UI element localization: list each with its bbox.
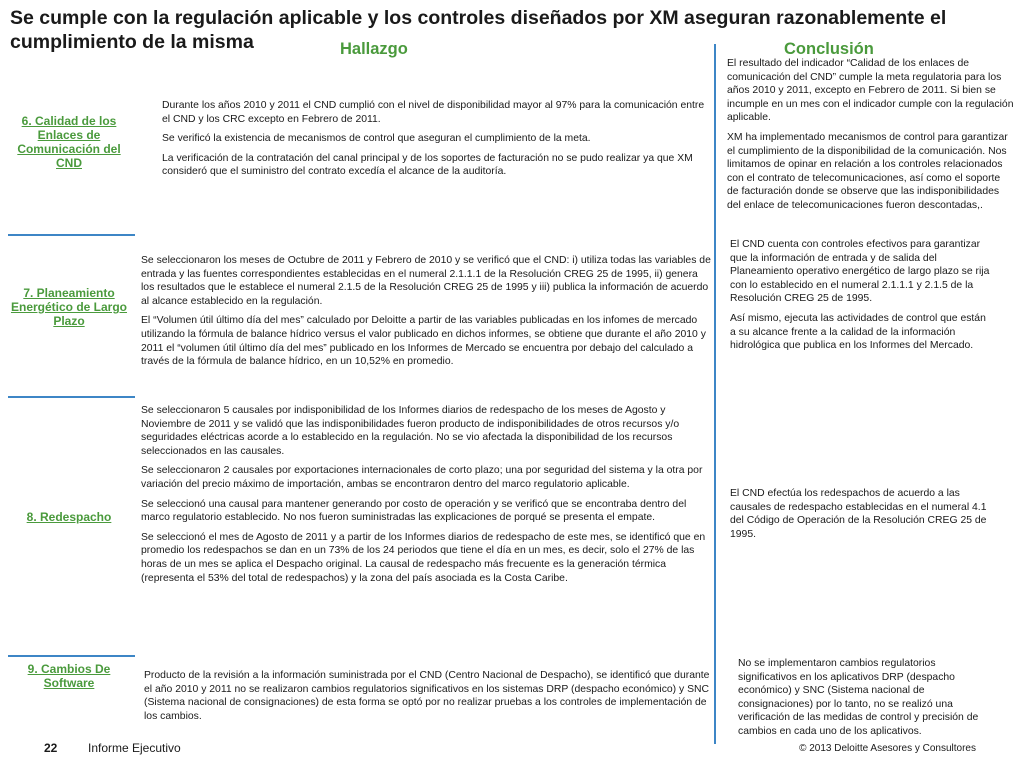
row-label-cambios-software: 9. Cambios De Software [27, 662, 111, 690]
hallazgo-paragraph: Se verificó la existencia de mecanismos de control que aseguran el cumplimiento de la meta. [162, 133, 591, 145]
row-hallazgo-cambios-software [144, 669, 710, 723]
hallazgo-header: Hallazgo [340, 40, 408, 58]
hallazgo-paragraph: Se seleccionó una causal para mantener generando por costo de operación y se verificó que se encontraba dentro del marco regulatorio establecido. No nos fueron suministradas las explicaciones de porqué se presenta el empate. [141, 498, 687, 524]
conclusion-paragraph: XM ha implementado mecanismos de control para garantizar el cumplimiento de la disponibilidad de la comunicación. Nos limitamos de opinar en relación a los controles relacionados con el contrato de telecomunicaciones, así como el soporte de facturación donde se observe que las indisponibilidades del enlace de telecomunicaciones fueron descontadas,. [727, 131, 1008, 211]
row-conclusion-cambios-software [738, 657, 988, 739]
row-divider [8, 234, 135, 236]
hallazgo-paragraph: Se seleccionaron 5 causales por indisponibilidad de los Informes diarios de redespacho de los meses de Agosto y Noviembre de 2011 y se validó que las indisponibilidades fueron producto de indisponibilidades de otros recursos y/o seguridades eléctricas acorde a lo establecido en la regulación. No se vio afectada la disponibilidad de los recursos seleccionados en las causales. [141, 405, 680, 457]
hallazgo-paragraph: Durante los años 2010 y 2011 el CND cumplió con el nivel de disponibilidad mayor al 97% para la comunicación entre el CND y los CRC excepto en Febrero de 2011. [162, 100, 705, 125]
row-hallazgo-calidad-enlaces [162, 99, 710, 179]
row-conclusion-planeamiento [730, 238, 992, 353]
hallazgo-paragraph: La verificación de la contratación del canal principal y de los soportes de facturación no se pudo realizar ya que XM consideró que el suministro del contrato excedía el alcance de la auditoría. [162, 152, 693, 178]
row-conclusion-calidad-enlaces [727, 57, 1014, 213]
conclusion-paragraph: El CND cuenta con controles efectivos para garantizar que la información de entrada y de salida del Planeamiento operativo energético de largo plazo se rija con lo establecido en el numeral 2.1.1.1 y 2.1.5 de la Resolución CREG 25 de 1995. [730, 239, 990, 305]
page-number: 22 [44, 741, 58, 755]
hallazgo-paragraph: El “Volumen útil último día del mes” calculado por Deloitte a partir de las variables publicadas en los infomes de mercado utilizando la fórmula de balance hídrico versus el valor publicado en dichos informes, se obtiene que durante el año 2010 y 2011 el “volumen útil último día del mes” publicado en los Informes de Mercado se encuentra por debajo del calculado a través de la fórmula de balance hídrico, en un 10,52% en promedio. [141, 315, 706, 368]
hallazgo-paragraph: Se seleccionó el mes de Agosto de 2011 y a partir de los Informes diarios de redespacho de este mes, se identificó que en promedio los redespachos se dan en un 73% de los 24 periodos que tiene el día en un mes, es decir, solo el 27% de las horas de un mes se aplica el Despacho original. La causal de redespacho más frecuente es la generación térmica (representa el 53% del total de redespachos) y la zona del país asociada es la Costa Caribe. [141, 531, 706, 584]
row-conclusion-redespacho [730, 487, 992, 541]
hallazgo-paragraph: Producto de la revisión a la información suministrada por el CND (Centro Nacional de Despacho), se identificó que durante el año 2010 y 2011 no se realizaron cambios regulatorios significativos en los sistemas DRP (despacho económico) y SNC (Sistema nacional de consignaciones) de esta forma se optó por no realizar pruebas a los controles de implementación de los cambios. [144, 670, 710, 722]
row-divider [8, 396, 135, 398]
hallazgo-paragraph: Se seleccionaron 2 causales por exportaciones internacionales de corto plazo; una por seguridad del sistema y la otra por variación del precio máximo de importación, ambas se encontraron dentro del marco regulatorio aplicable. [141, 465, 703, 490]
row-label-redespacho: 8. Redespacho [26, 510, 112, 524]
conclusion-paragraph: No se implementaron cambios regulatorios significativos en los aplicativos DRP (despacho económico) y SNC (Sistema nacional de consignaciones) por lo tanto, no se realizó una verificación de las medidas de control y precisión de cambios en cada uno de los aplicativos. [738, 658, 979, 737]
conclusion-paragraph: El resultado del indicador “Calidad de los enlaces de comunicación del CND” cumple la meta regulatoria para los años 2010 y 2011, excepto en Febrero de 2011. Si bien se incumple en un mes con el indicador cumple con la regulación aplicable. [727, 58, 1014, 124]
page-title: Se cumple con la regulación aplicable y los controles diseñados por XM aseguran razonablemente el cumplimiento de la misma [10, 7, 947, 53]
column-divider [714, 44, 716, 744]
row-hallazgo-planeamiento [141, 254, 711, 369]
row-divider [8, 655, 135, 657]
conclusion-paragraph: El CND efectúa los redespachos de acuerdo a las causales de redespacho establecidas en el numeral 4.1 del Código de Operación de la Resolución CREG 25 de 1995. [730, 488, 987, 540]
hallazgo-paragraph: Se seleccionaron los meses de Octubre de 2011 y Febrero de 2010 y se verificó que el CND: i) utiliza todas las variables de entrada y las fuentes correspondientes establecidas en el numeral 2.1.1.1 de la Resolución CREG 25 de 1995, ii) genera los resultados que le establece el numeral 2.1.5 de la Resolución CREG 25 de 1995 y iii) publica la información de acuerdo al alcance establecido en la regulación. [141, 255, 711, 307]
conclusion-paragraph: Así mismo, ejecuta las actividades de control que están a su alcance frente a la calidad de la información hidrológica que publica en los Informes del Mercado. [730, 312, 986, 352]
conclusion-header: Conclusión [784, 40, 874, 58]
row-hallazgo-redespacho [141, 404, 711, 585]
row-label-calidad-enlaces: 6. Calidad de los Enlaces de Comunicación del CND [17, 114, 121, 170]
row-label-planeamiento: 7. Planeamiento Energético de Largo Plazo [10, 286, 128, 328]
footer-copyright: © 2013 Deloitte Asesores y Consultores [799, 743, 976, 754]
footer-title: Informe Ejecutivo [88, 741, 181, 755]
